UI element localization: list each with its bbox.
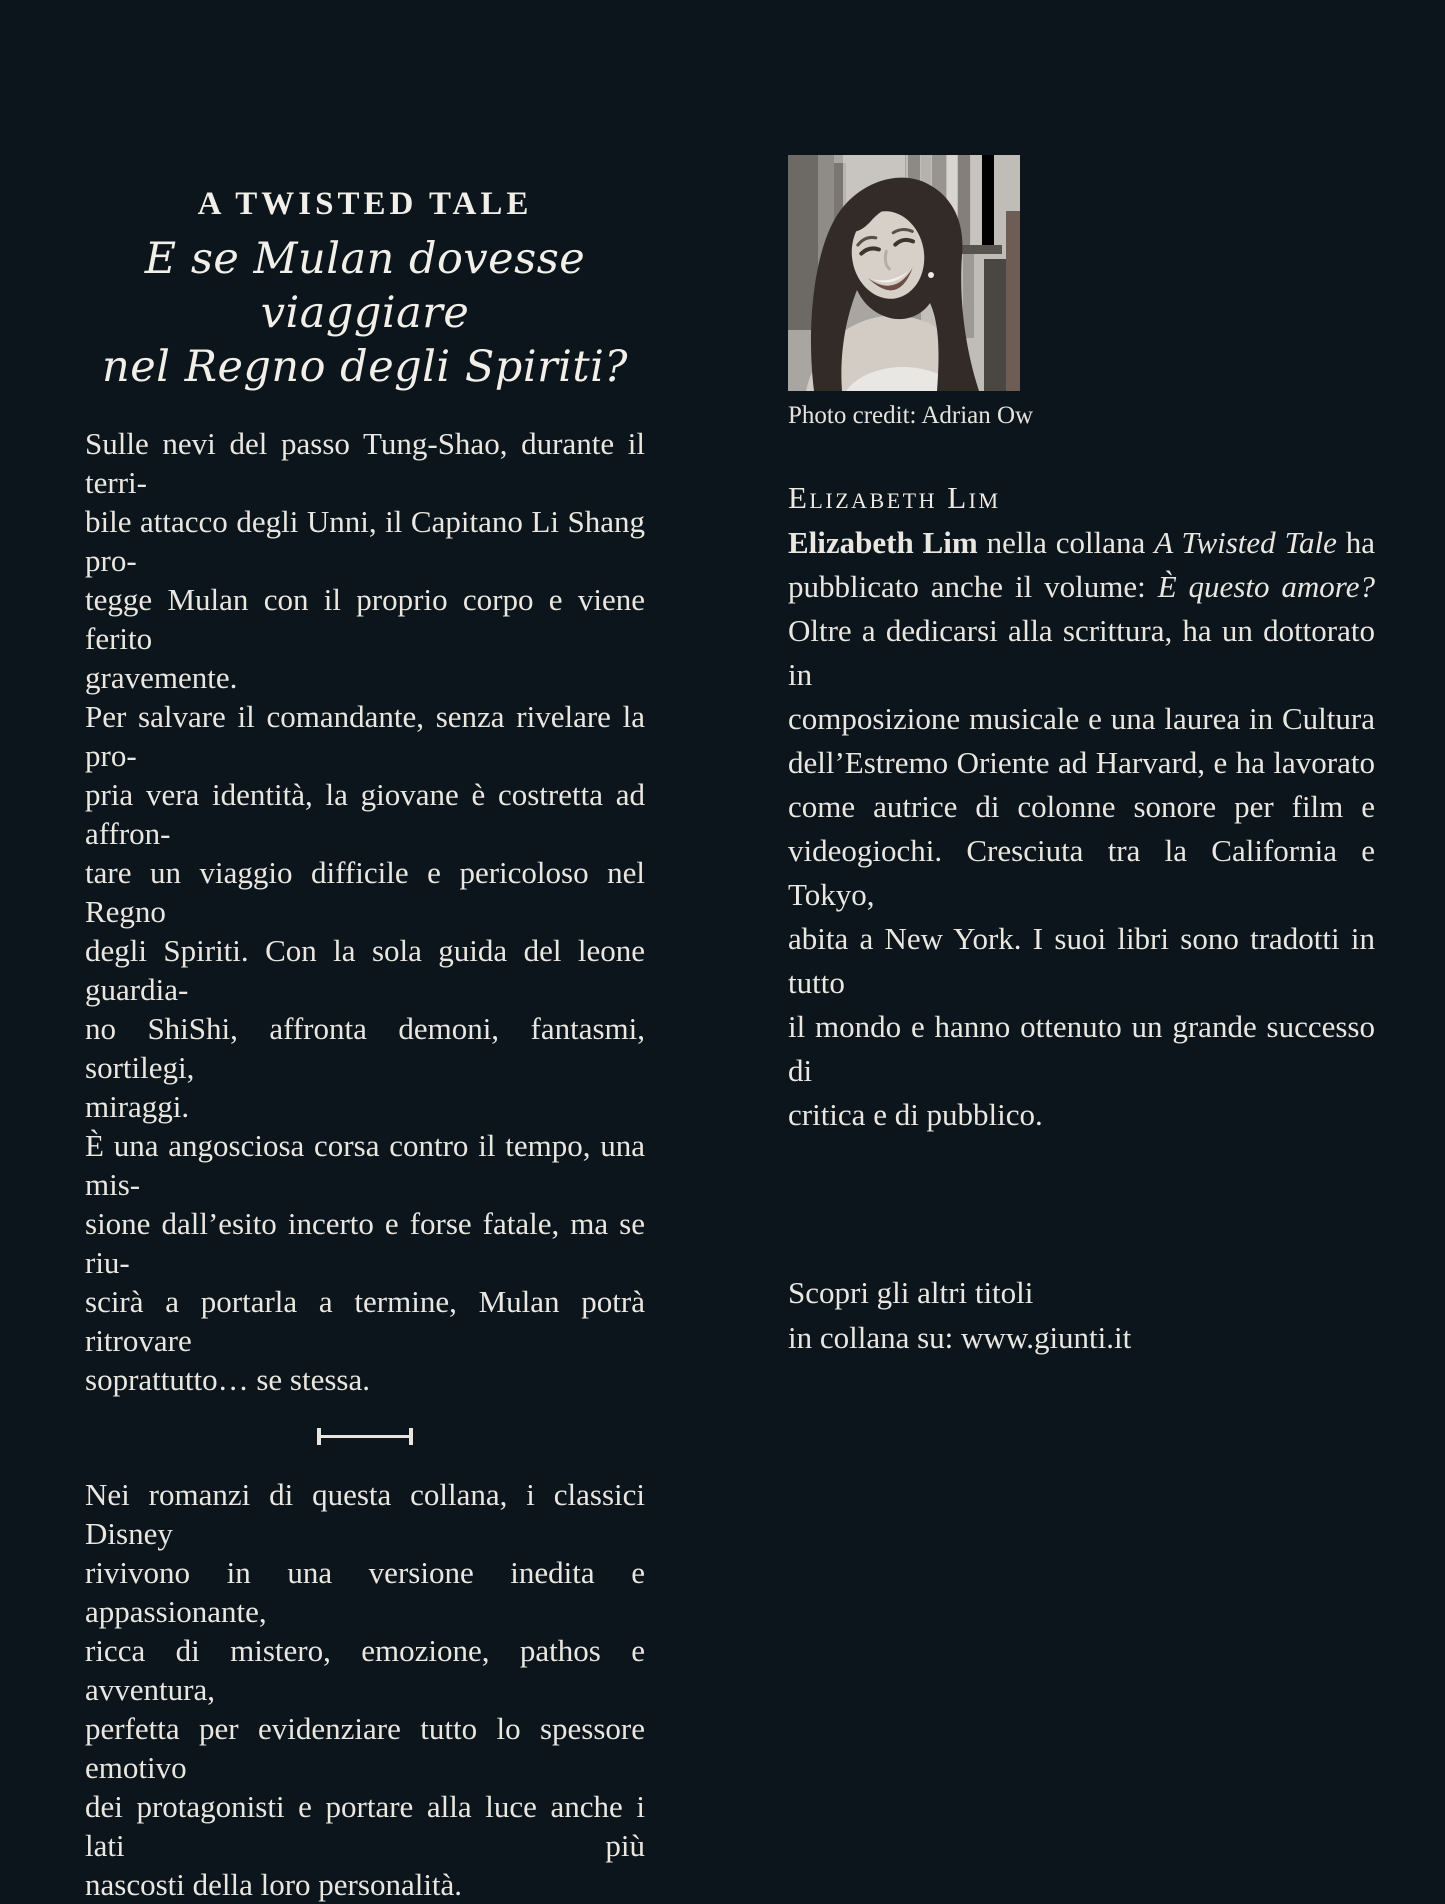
text-line: Oltre a dedicarsi alla scrittura, ha un dottorato in xyxy=(788,613,1375,692)
text-line: Nei romanzi di questa collana, i classici Disney xyxy=(85,1477,645,1551)
author-name-heading: Elizabeth Lim xyxy=(788,480,1001,515)
text-line: composizione musicale e una laurea in Cultura xyxy=(788,701,1375,736)
divider-right-cap xyxy=(409,1428,413,1445)
left-column xyxy=(85,185,645,1904)
text-line: sione dall’esito incerto e forse fatale, ma se riu- xyxy=(85,1206,645,1280)
text-line: Per salvare il comandante, senza rivelare la pro- xyxy=(85,699,645,773)
tagline xyxy=(85,232,645,394)
text-line: pria vera identità, la giovane è costretta ad affron- xyxy=(85,777,645,851)
author-bio-text xyxy=(788,521,1375,1137)
text-line: in collana su: www.giunti.it xyxy=(788,1320,1132,1355)
text-line: nascosti della loro personalità. xyxy=(85,1867,463,1902)
text-line: rivivono in una versione inedita e appassionante, xyxy=(85,1555,645,1629)
divider-rule xyxy=(321,1435,409,1438)
text-line: soprattutto… se stessa. xyxy=(85,1362,370,1397)
text-line: È una angosciosa corsa contro il tempo, una mis- xyxy=(85,1128,645,1202)
text-line: come autrice di colonne sonore per film e xyxy=(788,789,1375,824)
synopsis-text xyxy=(85,424,645,1399)
photo-credit: Photo credit: Adrian Ow xyxy=(788,402,1034,429)
text-line: ricca di mistero, emozione, pathos e avventura, xyxy=(85,1633,645,1707)
text-line: bile attacco degli Unni, il Capitano Li Shang pro- xyxy=(85,504,645,578)
text-line: Scopri gli altri titoli xyxy=(788,1275,1034,1310)
text-line: tegge Mulan con il proprio corpo e viene ferito xyxy=(85,582,645,656)
series-title: A TWISTED TALE xyxy=(197,186,533,222)
text-line: Sulle nevi del passo Tung-Shao, durante il terri- xyxy=(85,426,645,500)
text-line: miraggi. xyxy=(85,1089,190,1124)
collection-note-text xyxy=(85,1475,645,1904)
text-line: perfetta per evidenziare tutto lo spessore emotivo xyxy=(85,1711,645,1785)
right-column xyxy=(788,155,1375,1137)
text-line: tare un viaggio difficile e pericoloso nel Regno xyxy=(85,855,645,929)
text-line: E se Mulan dovesse viaggiare xyxy=(144,234,586,338)
text-line: critica e di pubblico. xyxy=(788,1097,1043,1132)
text-line: dei protagonisti e portare alla luce anche i lati più xyxy=(85,1789,645,1863)
text-line: scirà a portarla a termine, Mulan potrà ritrovare xyxy=(85,1284,645,1358)
text-line: degli Spiriti. Con la sola guida del leone guardia- xyxy=(85,933,645,1007)
text-line: no ShiShi, affronta demoni, fantasmi, sortilegi, xyxy=(85,1011,645,1085)
text-line: gravemente. xyxy=(85,660,238,695)
text-line: abita a New York. I suoi libri sono tradotti in tutto xyxy=(788,921,1375,1000)
text-line: il mondo e hanno ottenuto un grande successo di xyxy=(788,1009,1375,1088)
text-line: videogiochi. Cresciuta tra la California e Tokyo, xyxy=(788,833,1375,912)
text-line: pubblicato anche il volume: È questo amore? xyxy=(788,569,1375,604)
text-line: Elizabeth Lim nella collana A Twisted Tale ha xyxy=(788,525,1376,560)
text-line: dell’Estremo Oriente ad Harvard, e ha lavorato xyxy=(788,745,1375,780)
section-divider xyxy=(317,1428,413,1445)
author-photo xyxy=(788,155,1020,391)
footer-note xyxy=(788,1270,1131,1360)
text-line: nel Regno degli Spiriti? xyxy=(102,342,628,392)
